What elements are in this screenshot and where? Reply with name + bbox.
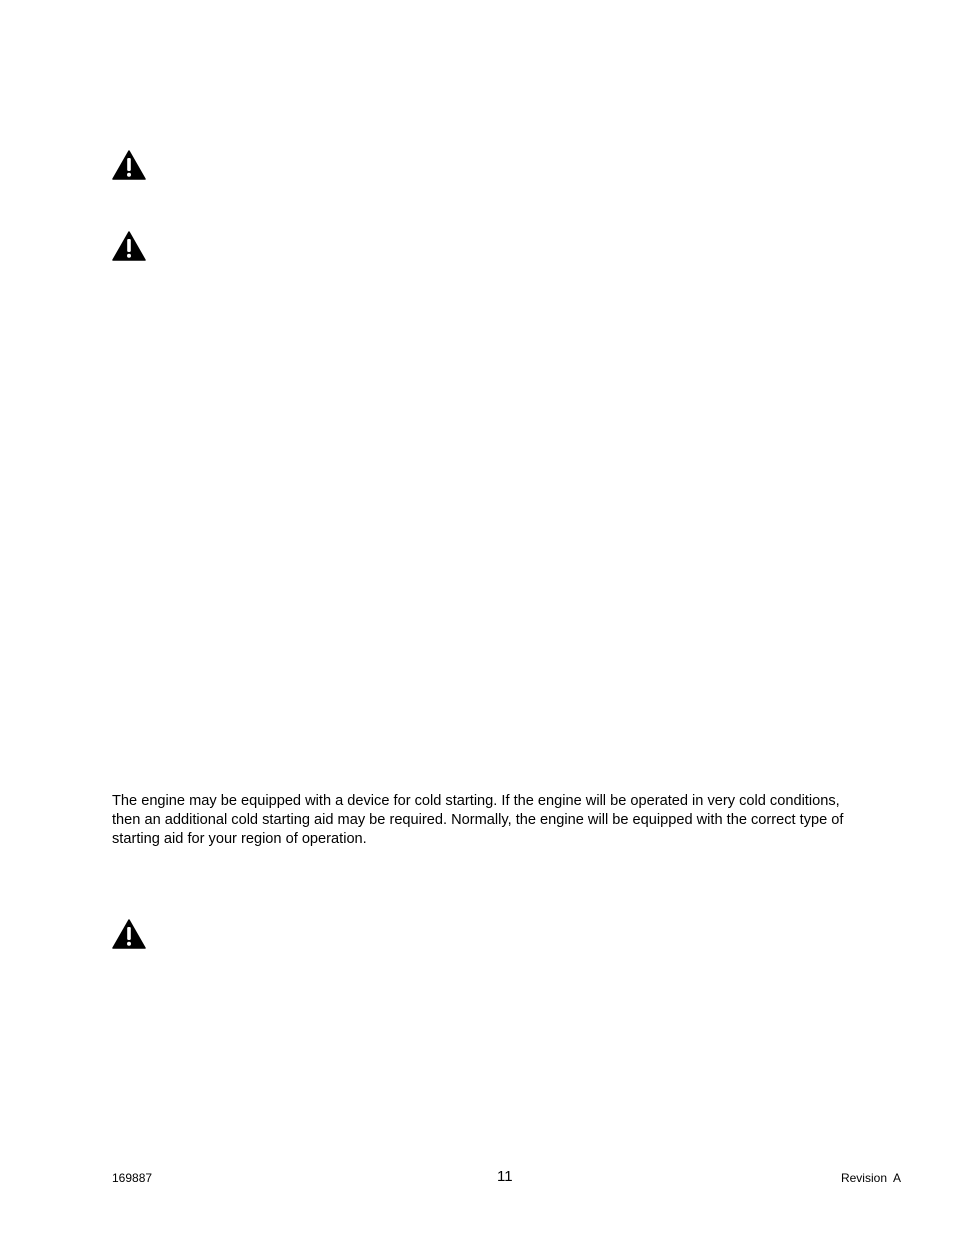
paragraph-line: starting aid for your region of operation. xyxy=(112,831,367,848)
footer-doc-number: 169887 xyxy=(112,1171,153,1185)
footer-page-number: 11 xyxy=(497,1168,513,1185)
warning-triangle-icon xyxy=(112,231,146,261)
paragraph-line: The engine may be equipped with a device for cold starting. If the engine will be operated in very cold conditions, xyxy=(112,793,840,809)
footer-revision: Revision A xyxy=(840,1171,901,1185)
warning-triangle-icon xyxy=(112,150,146,180)
paragraph-line: then an additional cold starting aid may be required. Normally, the engine will be equipped with the correct type of xyxy=(112,812,844,829)
cold-start-paragraph xyxy=(112,792,902,850)
warning-triangle-icon xyxy=(112,919,146,949)
